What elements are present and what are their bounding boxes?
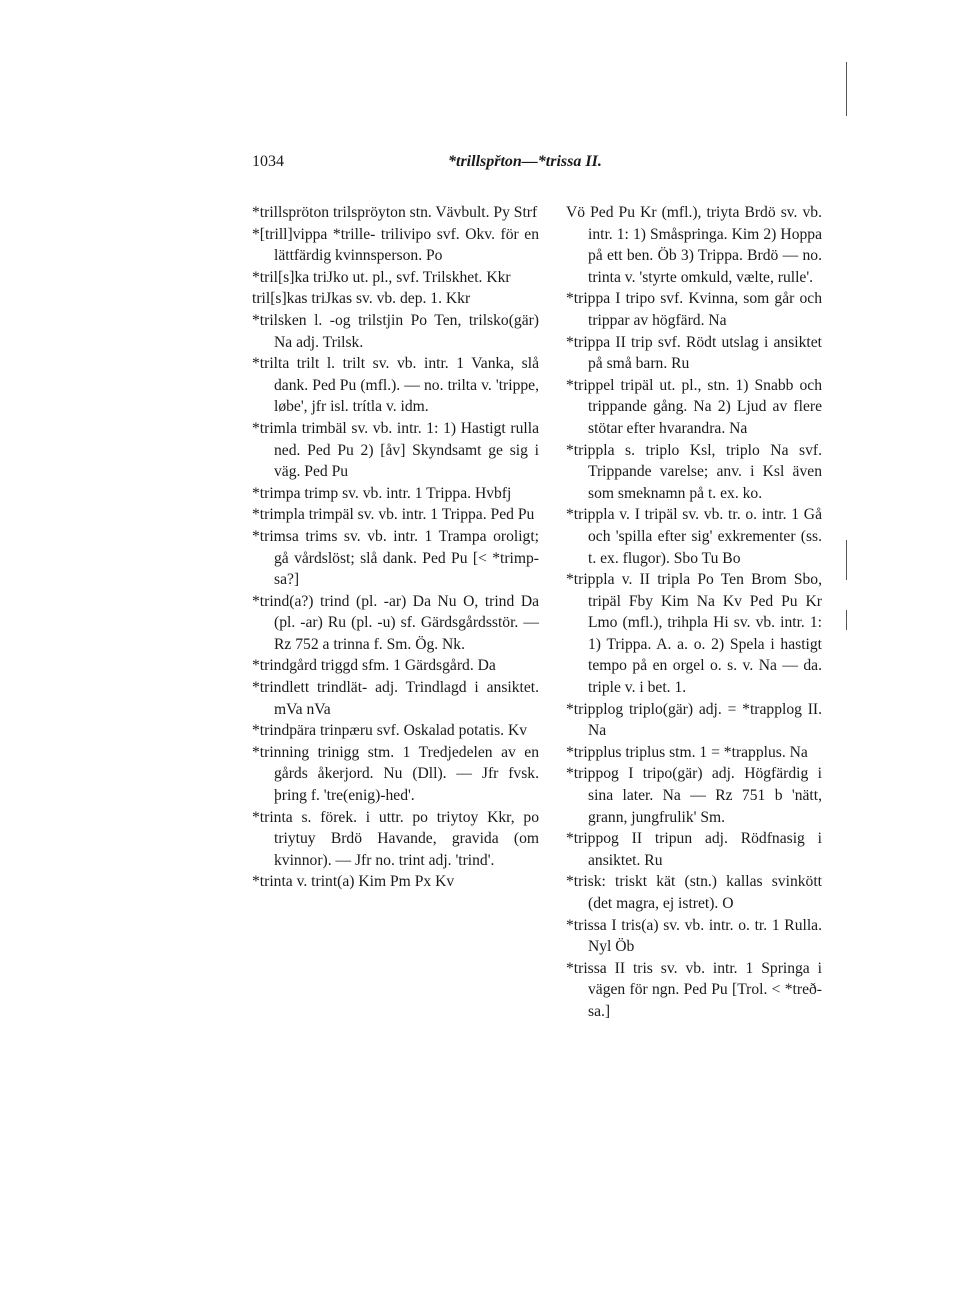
left-column <box>252 202 539 893</box>
dictionary-entry: *trilsken l. -og trilstjin Po Ten, trilsko(gär) Na adj. Trilsk. <box>252 311 539 351</box>
margin-line <box>846 610 847 630</box>
dictionary-entry: *trippog II tripun adj. Rödfnasig i ansiktet. Ru <box>566 830 822 869</box>
dictionary-entry: *trillspröton trilspröyton stn. Vävbult. Py Strf <box>252 204 538 221</box>
page-header <box>252 153 822 177</box>
dictionary-entry: *trinta s. förek. i uttr. po triytoy Kkr, po triytuy Brdö Havande, gravida (om kvinnor). — Jfr no. trint adj. 'trind'. <box>252 808 539 869</box>
dictionary-entry: *trimpla trimpäl sv. vb. intr. 1 Trippa. Ped Pu <box>252 506 535 524</box>
dictionary-entry: *trind(a?) trind (pl. -ar) Da Nu O, trind Da (pl. -ar) Ru (pl. -u) sf. Gärdsgårdsstör. — Rz 752 a trinna f. Sm. Ög. Nk. <box>252 592 539 653</box>
dictionary-entry: *trissa I tris(a) sv. vb. intr. o. tr. 1 Rulla. Nyl Öb <box>566 916 822 956</box>
dictionary-entry: *trippa II trip svf. Rödt utslag i ansiktet på små barn. Ru <box>566 333 822 373</box>
margin-line <box>846 62 847 116</box>
running-head: *trillspřton—*trissa II. <box>448 153 602 170</box>
dictionary-entry: *trippla v. I tripäl sv. vb. tr. o. intr. 1 Gå och 'spilla efter sig' exkrementer (ss. t. ex. flugor). Sbo Tu Bo <box>566 506 822 567</box>
right-column <box>566 202 822 1023</box>
dictionary-entry: *trindpära trinpæru svf. Oskalad potatis. Kv <box>252 722 528 740</box>
dictionary-entry: *trippog I tripo(gär) adj. Högfärdig i sina later. Na — Rz 751 b 'nätt, grann, jungfrulik' Sm. <box>566 765 822 826</box>
dictionary-entry: *[trill]vippa *trille- trilivipo svf. Okv. för en lättfärdig kvinnsperson. Po <box>252 225 539 265</box>
dictionary-entry: *trissa II tris sv. vb. intr. 1 Springa i vägen för ngn. Ped Pu [Trol. < *treð-sa.] <box>566 959 822 1020</box>
dictionary-entry: *trinta v. trint(a) Kim Pm Px Kv <box>252 873 455 891</box>
dictionary-entry: *trindgård triggd sfm. 1 Gärdsgård. Da <box>252 657 496 675</box>
dictionary-entry: *tril[s]ka triJko ut. pl., svf. Trilskhet. Kkr <box>252 268 511 286</box>
dictionary-entry: *trimla trimbäl sv. vb. intr. 1: 1) Hastigt rulla ned. Ped Pu 2) [åv] Skyndsamt ge sig i väg. Ped Pu <box>252 419 539 481</box>
dictionary-entry: *trimpa trimp sv. vb. intr. 1 Trippa. Hvbfj <box>252 484 512 502</box>
dictionary-entry: *trippla v. II tripla Po Ten Brom Sbo, tripäl Fby Kim Na Kv Ped Pu Kr Lmo (mfl.), trihpla Hi sv. vb. intr. 1: 1) Trippa. A. a. o. 2) Spela i hastigt tempo på en orgel o. s. v. Na — da. triple v. i bet. 1. <box>566 571 822 697</box>
dictionary-entry: *trimsa trims sv. vb. intr. 1 Trampa oroligt; gå vårdslöst; slå dank. Ped Pu [< *trimp-sa?] <box>252 527 539 589</box>
dictionary-entry: *trilta trilt l. trilt sv. vb. intr. 1 Vanka, slå dank. Ped Pu (mfl.). — no. trilta v. 'trippe, løbe', jfr isl. trítla v. idm. <box>252 355 539 416</box>
dictionary-entry: *trippla s. triplo Ksl, triplo Na svf. Trippande varelse; anv. i Ksl även som smeknamn på t. ex. ko. <box>566 441 822 502</box>
margin-line <box>846 540 847 580</box>
dictionary-entry: *trippel tripäl ut. pl., stn. 1) Snabb och trippande gång. Na 2) Ljud av flere stötar efter hvarandra. Na <box>566 376 822 437</box>
dictionary-entry: *trindlett trindlät- adj. Trindlagd i ansiktet. mVa nVa <box>252 679 539 718</box>
dictionary-entry: tril[s]kas triJkas sv. vb. dep. 1. Kkr <box>252 290 471 308</box>
dictionary-entry: *trippa I tripo svf. Kvinna, som går och trippar av högfärd. Na <box>566 290 822 329</box>
page-number: 1034 <box>252 153 284 170</box>
dictionary-entry: *trinning trinigg stm. 1 Tredjedelen av en gårds åkerjord. Nu (Dll). — Jfr fvsk. þring f. 'tre(enig)-hed'. <box>252 743 539 805</box>
dictionary-entry: Vö Ped Pu Kr (mfl.), triyta Brdö sv. vb. intr. 1: 1) Småspringa. Kim 2) Hoppa på ett ben. Öb 3) Trippa. Brdö — no. trinta v. 'styrte omkuld, vælte, rulle'. <box>566 204 822 286</box>
dictionary-entry: *tripplog triplo(gär) adj. = *trapplog II. Na <box>566 700 822 740</box>
dictionary-entry: *trisk: triskt kät (stn.) kallas svinkött (det magra, ej istret). O <box>566 873 822 912</box>
dictionary-entry: *tripplus triplus stm. 1 = *trapplus. Na <box>566 743 808 761</box>
